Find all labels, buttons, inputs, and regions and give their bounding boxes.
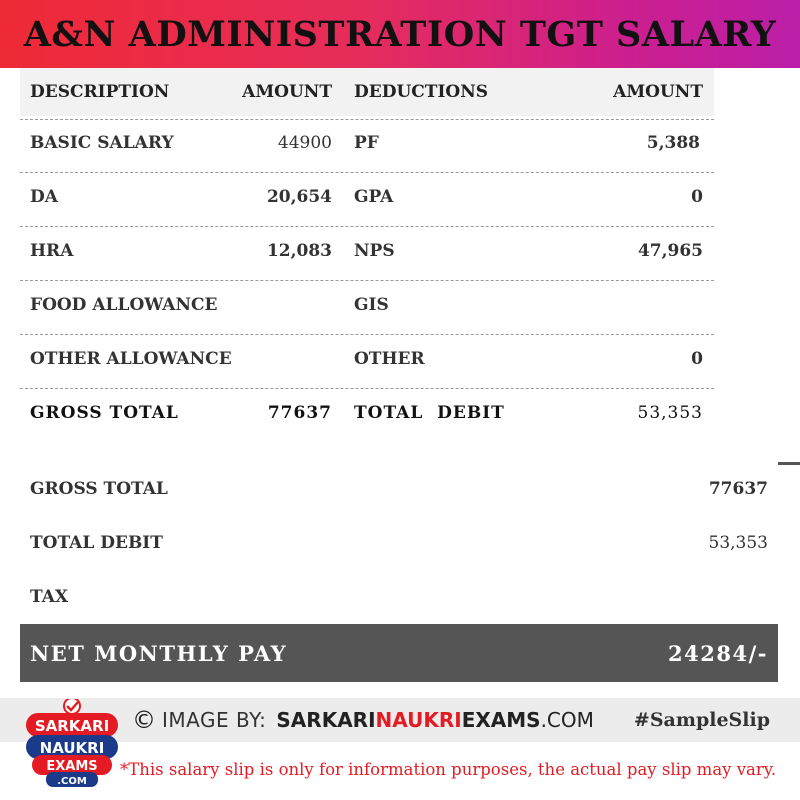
row-amount: 44900 xyxy=(277,133,332,153)
page-title: A&N ADMINISTRATION TGT SALARY xyxy=(23,14,777,55)
site-name-part: .COM xyxy=(540,708,594,732)
credit-label: IMAGE BY: xyxy=(162,708,267,732)
row-amount xyxy=(240,278,332,332)
row-deduction-amount: 0 xyxy=(691,349,703,369)
net-pay-bar xyxy=(20,624,778,682)
image-credit xyxy=(132,700,594,740)
row-description: BASIC SALARY xyxy=(30,133,174,153)
totals-row xyxy=(20,386,714,440)
net-pay-value: 24284/- xyxy=(668,640,768,666)
site-name-part: EXAMS xyxy=(461,708,541,732)
row-deduction-amount: 5,388 xyxy=(646,133,700,153)
row-description: HRA xyxy=(30,241,74,261)
table-row xyxy=(20,116,714,170)
summary-value: 53,353 xyxy=(708,533,768,553)
row-deduction: GIS xyxy=(354,295,389,315)
summary-value xyxy=(460,570,768,624)
header-deductions: DEDUCTIONS xyxy=(354,82,489,102)
table-row xyxy=(20,332,714,386)
row-deduction-amount: 47,965 xyxy=(637,241,703,261)
logo-text: SARKARI xyxy=(34,717,110,735)
net-pay-label: NET MONTHLY PAY xyxy=(30,640,288,666)
hashtag: #SampleSlip xyxy=(633,709,770,731)
copyright-icon: © xyxy=(132,706,156,734)
header-description: DESCRIPTION xyxy=(30,82,170,102)
site-name-part: NAUKRI xyxy=(375,708,462,732)
summary-label: GROSS TOTAL xyxy=(30,479,168,499)
header-amount: AMOUNT xyxy=(242,82,332,102)
gross-total-value: 77637 xyxy=(267,403,332,423)
row-deduction: OTHER xyxy=(354,349,425,369)
summary-row xyxy=(20,570,778,624)
summary-row xyxy=(20,516,778,570)
summary-label: TAX xyxy=(30,587,69,607)
header-deduction-amount: AMOUNT xyxy=(613,82,703,102)
disclaimer-note: *This salary slip is only for information purposes, the actual pay slip may vary. xyxy=(120,759,777,779)
logo-text: .COM xyxy=(57,776,87,787)
logo-text: EXAMS xyxy=(46,759,98,774)
summary-value: 77637 xyxy=(708,479,768,499)
summary-label: TOTAL DEBIT xyxy=(30,533,163,553)
table-row xyxy=(20,278,714,332)
row-deduction: GPA xyxy=(354,187,394,207)
salary-table xyxy=(20,68,714,442)
row-description: DA xyxy=(30,187,58,207)
row-deduction: PF xyxy=(354,133,379,153)
table-header-row xyxy=(20,68,714,116)
check-badge-icon xyxy=(64,699,80,714)
row-amount: 20,654 xyxy=(266,187,332,207)
table-row xyxy=(20,224,714,278)
logo-text: NAUKRI xyxy=(39,739,105,757)
row-description: FOOD ALLOWANCE xyxy=(30,295,218,315)
row-deduction-amount xyxy=(540,278,703,332)
row-deduction-amount: 0 xyxy=(691,187,703,207)
gross-total-label: GROSS TOTAL xyxy=(30,403,179,423)
row-amount: 12,083 xyxy=(266,241,332,261)
total-debit-label: TOTAL DEBIT xyxy=(354,403,505,423)
row-description: OTHER ALLOWANCE xyxy=(30,349,232,369)
table-row xyxy=(20,170,714,224)
total-debit-value: 53,353 xyxy=(637,403,703,423)
header-banner xyxy=(0,0,800,68)
row-amount xyxy=(240,332,332,386)
row-deduction: NPS xyxy=(354,241,395,261)
site-name-part: SARKARI xyxy=(276,708,376,732)
summary-row xyxy=(20,462,778,516)
brand-logo xyxy=(22,699,122,789)
